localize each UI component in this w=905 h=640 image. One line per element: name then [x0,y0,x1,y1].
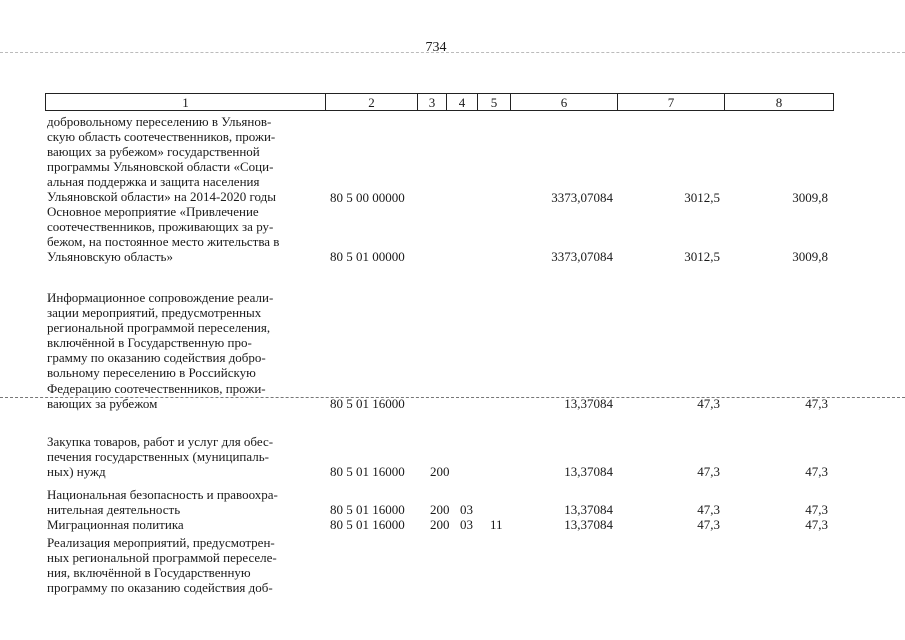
row-code: 80 5 00 00000 [330,190,405,205]
row-amount-col7: 47,3 [697,517,720,532]
description-line: скую область соотечественников, прожи- [47,129,276,145]
description-line: Миграционная политика [47,517,184,532]
description-line: региональной программой переселения, [47,320,271,336]
description-line: Федерацию соотечественников, прожи- [47,380,266,396]
row-description [47,487,322,517]
row-amount-col6: 13,37084 [564,517,613,532]
row-description [47,535,322,595]
row-amount-col8: 47,3 [805,396,828,411]
row-description [47,204,322,264]
header-col-3: 3 [417,93,447,111]
row-code: 80 5 01 00000 [330,249,405,264]
header-col-1: 1 [45,93,326,111]
description-line: ния, включённой в Государственную [47,565,251,581]
description-line: Ульяновской области» на 2014-2020 годы [47,189,277,205]
table-header [45,93,834,113]
header-col-7: 7 [617,93,725,111]
row-amount-col7: 47,3 [697,464,720,479]
description-line: Ульяновскую область» [47,249,173,265]
row-amount-col7: 3012,5 [684,190,720,205]
row-description [47,114,322,205]
description-line: Закупка товаров, работ и услуг для обес- [47,434,274,449]
description-line: программу по оказанию содействия доб- [47,580,273,596]
row-description [47,290,322,411]
description-line: включённой в Государственную про- [47,335,252,351]
row-amount-col6: 13,37084 [564,464,613,479]
row-code: 80 5 01 16000 [330,464,405,479]
scan-artifact-line [0,52,905,53]
description-line: бежом, на постоянное место жительства в [47,234,280,250]
description-line: Основное мероприятие «Привлечение [47,204,259,219]
row-amount-col6: 13,37084 [564,502,613,517]
header-col-4: 4 [446,93,478,111]
row-amount-col6: 13,37084 [564,396,613,411]
description-line: соотечественников, проживающих за ру- [47,219,274,235]
description-line: ных региональной программой переселе- [47,550,277,566]
description-line: печения государственных (муниципаль- [47,449,270,465]
row-description [47,434,322,479]
row-amount-col7: 3012,5 [684,249,720,264]
description-line: Реализация мероприятий, предусмотрен- [47,535,275,550]
description-line: Информационное сопровождение реали- [47,290,274,305]
description-line: зации мероприятий, предусмотренных [47,305,262,321]
header-col-6: 6 [510,93,618,111]
row-code: 80 5 01 16000 [330,517,405,532]
row-amount-col8: 3009,8 [792,190,828,205]
page-number: 734 [425,40,447,55]
row-amount-col8: 3009,8 [792,249,828,264]
description-line: вающих за рубежом» государственной [47,144,260,160]
row-amount-col7: 47,3 [697,396,720,411]
row-amount-col7: 47,3 [697,502,720,517]
description-line: альная поддержка и защита населения [47,174,260,190]
row-amount-col8: 47,3 [805,464,828,479]
row-section: 03 [460,517,473,532]
description-line: вающих за рубежом [47,395,158,411]
description-line: Национальная безопасность и правоохра- [47,487,278,502]
description-line: добровольному переселению в Ульянов- [47,114,272,129]
row-amount-col8: 47,3 [805,517,828,532]
header-col-2: 2 [325,93,418,111]
row-amount-col6: 3373,07084 [551,249,613,264]
header-col-8: 8 [724,93,834,111]
row-code: 80 5 01 16000 [330,502,405,517]
row-amount-col8: 47,3 [805,502,828,517]
description-line: грамму по оказанию содействия добро- [47,350,266,366]
description-line: программы Ульяновской области «Соци- [47,159,274,175]
description-line: вольному переселению в Российскую [47,365,256,381]
row-section: 03 [460,502,473,517]
row-expense-type: 200 [430,464,450,479]
row-expense-type: 200 [430,517,450,532]
description-line: ных) нужд [47,464,106,480]
row-expense-type: 200 [430,502,450,517]
row-amount-col6: 3373,07084 [551,190,613,205]
row-subsection: 11 [490,517,503,532]
row-description [47,517,322,532]
description-line: нительная деятельность [47,502,181,518]
row-code: 80 5 01 16000 [330,396,405,411]
header-col-5: 5 [477,93,511,111]
